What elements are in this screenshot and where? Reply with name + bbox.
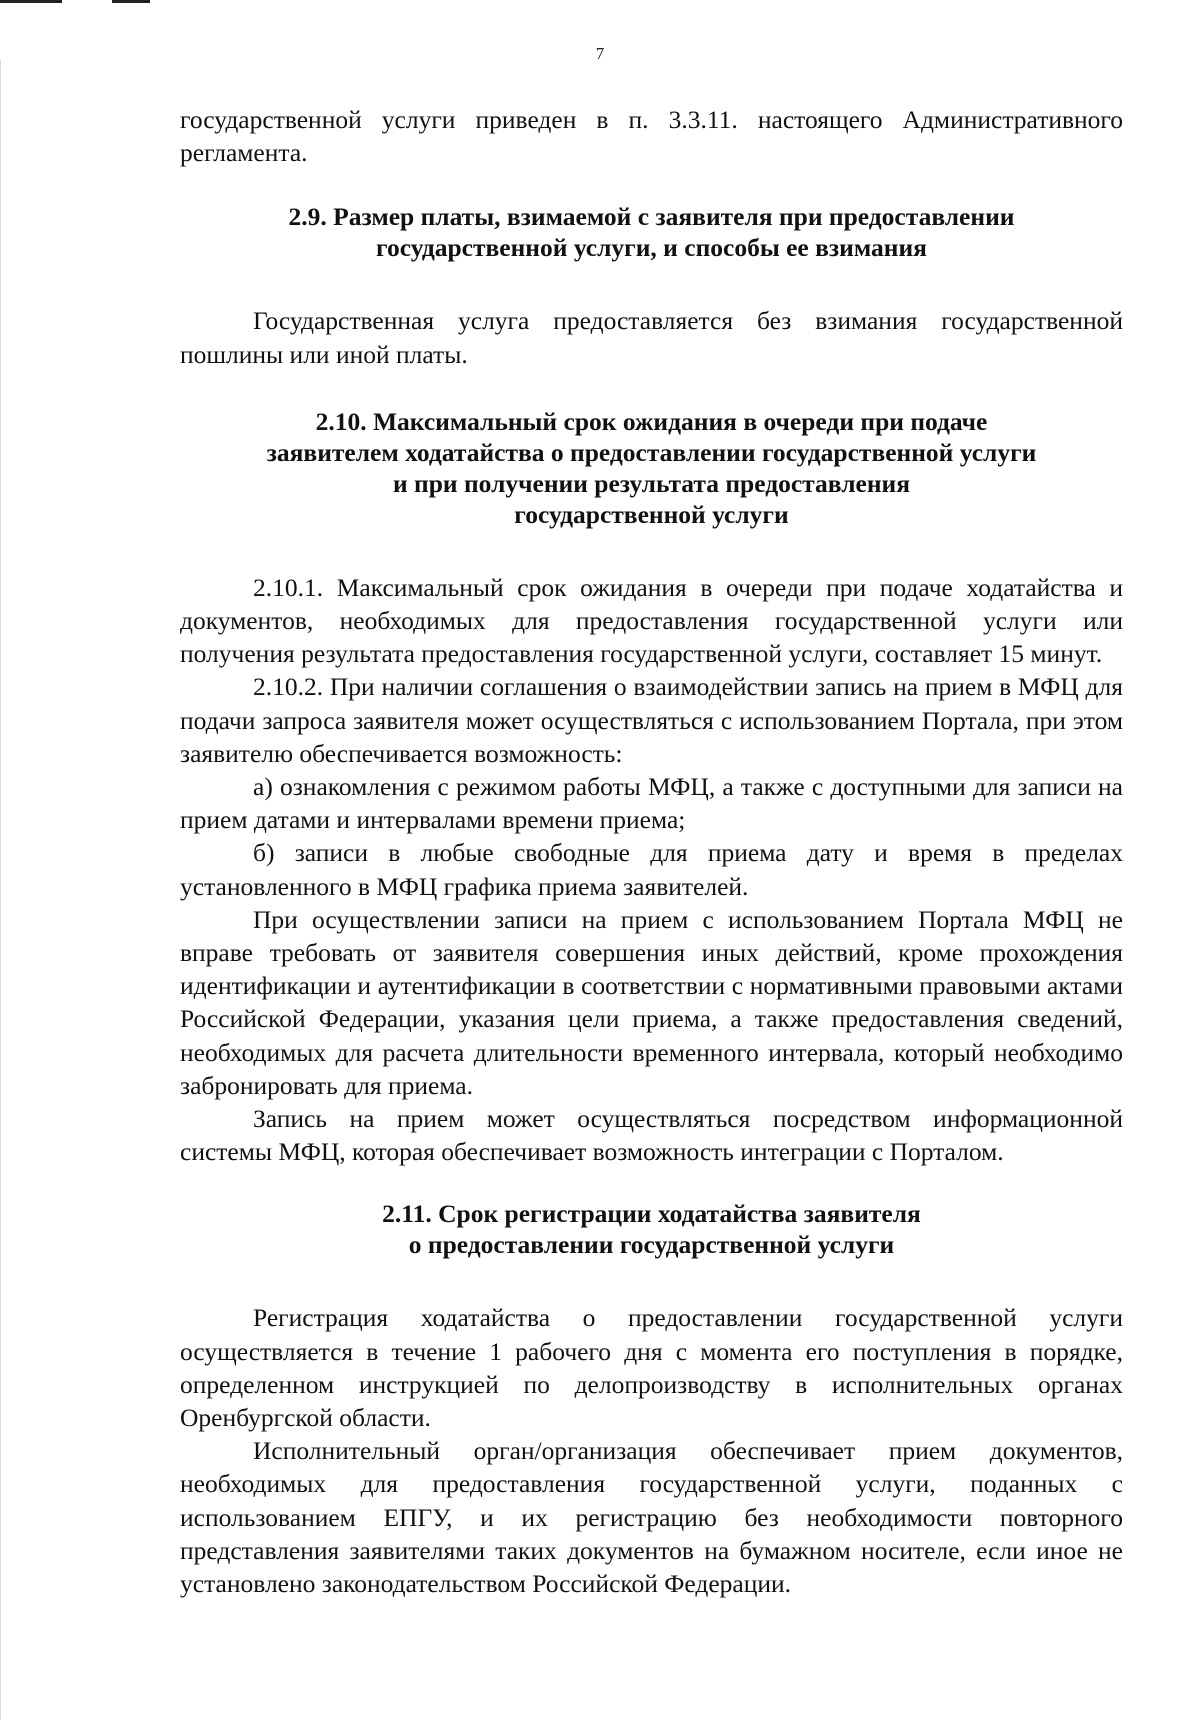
intro-paragraph: государственной услуги приведен в п. 3.3.11. настоящего Административного регламента. xyxy=(180,105,1123,168)
section-heading-2-10 xyxy=(180,406,1123,530)
heading-line: 2.10. Максимальный срок ожидания в очереди при подаче xyxy=(315,406,988,436)
paragraph: При осуществлении записи на прием с использованием Портала МФЦ не вправе требовать от заявителя совершения иных действий, кроме прохождения идентификации и аутентификации в соответствии с нормативными правовыми актами Российской Федерации, указания цели приема, а также предоставления сведений, необходимых для расчета длительности временного интервала, который необходимо забронировать для приема. xyxy=(180,904,1123,1100)
list-item-b: б) записи в любые свободные для приема дату и время в пределах установленного в МФЦ графика приема заявителей. xyxy=(180,838,1123,901)
section-heading-2-11 xyxy=(180,1198,1123,1260)
heading-line: и при получении результата предоставления xyxy=(392,468,910,498)
paragraph: Регистрация ходатайства о предоставлении государственной услуги осуществляется в течение 1 рабочего дня с момента его поступления в порядке, определенном инструкцией по делопроизводству в исполнительных органах Оренбургской области. xyxy=(180,1303,1123,1433)
paragraph: 2.10.1. Максимальный срок ожидания в очереди при подаче ходатайства и документов, необходимых для предоставления государственной услуги или получения результата предоставления государственной услуги, составляет 15 минут. xyxy=(180,572,1123,669)
paragraph: Государственная услуга предоставляется без взимания государственной пошлины или иной платы. xyxy=(180,306,1123,369)
paragraph: 2.10.2. При наличии соглашения о взаимодействии запись на прием в МФЦ для подачи запроса заявителя может осуществляться с использованием Портала, при этом заявителю обеспечивается возможность: xyxy=(180,672,1123,768)
paragraph: Запись на прием может осуществляться посредством информационной системы МФЦ, которая обеспечивает возможность интеграции с Порталом. xyxy=(180,1104,1123,1167)
list-item-a: а) ознакомления с режимом работы МФЦ, а также с доступными для записи на прием датами и интервалами времени приема; xyxy=(180,772,1123,835)
document-body xyxy=(180,103,1123,1600)
heading-line: заявителем ходатайства о предоставлении государственной услуги xyxy=(266,437,1037,467)
scan-edge-line xyxy=(0,60,1,1720)
section-heading-2-9 xyxy=(180,201,1123,263)
paragraph: Исполнительный орган/организация обеспечивает прием документов, необходимых для предоставления государственной услуги, поданных с использованием ЕПГУ, и их регистрацию без необходимости повторного представления заявителями таких документов на бумажном носителе, если иное не установлено законодательством Российской Федерации. xyxy=(180,1436,1123,1599)
heading-line: государственной услуги, и способы ее взимания xyxy=(376,233,927,263)
page-number: 7 xyxy=(595,44,605,63)
scan-artifact-mark xyxy=(0,0,62,3)
heading-line: 2.9. Размер платы, взимаемой с заявителя при предоставлении xyxy=(288,202,1015,232)
scan-artifact-mark xyxy=(112,0,150,3)
heading-line: о предоставлении государственной услуги xyxy=(408,1230,895,1260)
heading-line: 2.11. Срок регистрации ходатайства заявителя xyxy=(382,1199,921,1229)
heading-line: государственной услуги xyxy=(514,499,789,529)
